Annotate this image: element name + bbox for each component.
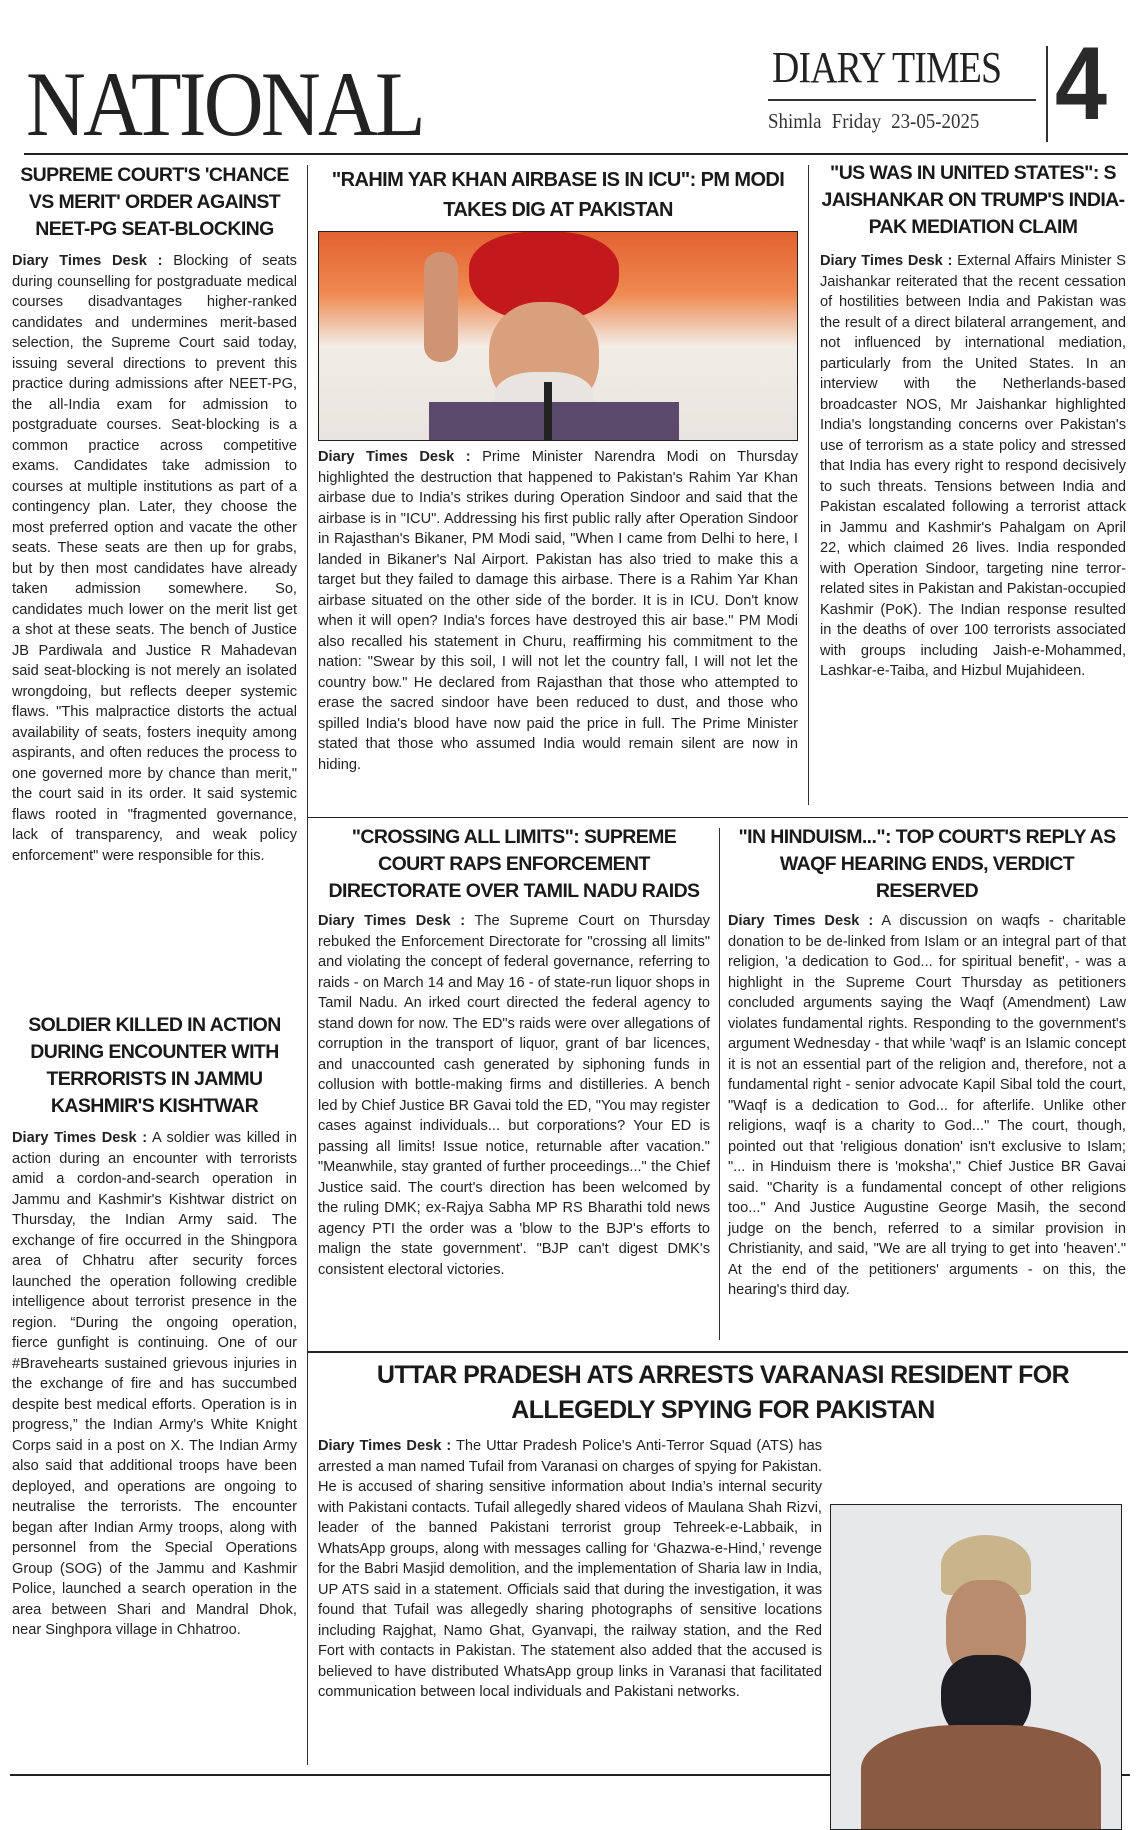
shirt-shape bbox=[861, 1725, 1101, 1830]
newspaper-name: DIARY TIMES bbox=[772, 43, 1002, 92]
dateline-day: Friday bbox=[831, 109, 882, 133]
article-body bbox=[318, 911, 710, 1280]
headline: "CROSSING ALL LIMITS": SUPREME COURT RAPS ENFORCEMENT DIRECTORATE OVER TAMIL NADU RAIDS bbox=[328, 826, 700, 902]
article-kishtwar bbox=[12, 1012, 297, 1641]
article-body bbox=[728, 911, 1126, 1301]
section-title: NATIONAL bbox=[26, 53, 423, 155]
article-body bbox=[820, 251, 1126, 682]
raised-hand-shape bbox=[424, 252, 458, 362]
column-divider bbox=[307, 165, 308, 1765]
section-rule bbox=[308, 1351, 1128, 1353]
headline: "IN HINDUISM...": TOP COURT'S REPLY AS WAQF HEARING ENDS, VERDICT RESERVED bbox=[738, 826, 1116, 902]
article-text: Blocking of seats during counselling for postgraduate medical courses disadvantages higher-ranked candidates and undermines merit-based selection, the Supreme Court said today, issuing several directions to prevent this practice during admissions after NEET-PG, the all-India exam for admission to postgraduate courses. Seat-blocking is a common practice across competitive exams. Candidates take admission to courses at multiple institutions as part of a contingency plan. Later, they choose the most preferred option and vacate the other seats. These seats are then up for grabs, but by then most candidates have already taken admission somewhere. So, candidates much lower on the merit list get a shot at these seats. The bench of Justice JB Pardiwala and Justice R Mahadevan said seat-blocking is not merely an isolated wrongdoing, but reflects deeper systemic flaws. "This malpractice distorts the actual availability of seats, fosters inequity among aspirants, and often reduces the process to one governed more by chance than merit," the court said in its order. It said systemic flaws rooted in "fragmented governance, lack of transparency, and weak policy enforcement" were responsible for this. bbox=[12, 253, 297, 864]
byline: Diary Times Desk : bbox=[318, 1438, 452, 1454]
dateline-place: Shimla bbox=[768, 109, 822, 133]
byline: Diary Times Desk : bbox=[820, 253, 953, 269]
headline: UTTAR PRADESH ATS ARRESTS VARANASI RESIDENT FOR ALLEGEDLY SPYING FOR PAKISTAN bbox=[376, 1361, 1070, 1424]
section-rule bbox=[308, 817, 1128, 818]
article-ed-tamil-nadu bbox=[318, 824, 710, 1280]
article-text: The Uttar Pradesh Police's Anti-Terror Squad (ATS) has arrested a man named Tufail from Varanasi on charges of spying for Pakistan. He is accused of sharing sensitive information about India’s internal security with Pakistani contacts. Tufail allegedly shared videos of Maulana Shah Rizvi, leader of the banned Pakistani terrorist group Tehreek-e-Labbaik, in WhatsApp groups, along with messages calling for ‘Ghazwa-e-Hind,’ revenge for the Babri Masjid demolition, and the implementation of Sharia law in India, UP ATS said in a statement. Officials said that during the investigation, it was found that Tufail was allegedly sharing photographs of sensitive locations including Rajghat, Namo Ghat, Gyanvapi, the railway station, and the Red Fort with contacts in Pakistan. The statement also added that the accused is believed to have distributed WhatsApp group links in Varanasi that facilitated communication between local individuals and Pakistani networks. bbox=[318, 1438, 822, 1700]
article-text: Prime Minister Narendra Modi on Thursday highlighted the destruction that happened to Pakistan's Rahim Yar Khan airbase due to India's strikes during Operation Sindoor and said that the airbase is in "ICU". Addressing his first public rally after Operation Sindoor in Rajasthan's Bikaner, PM Modi said, "When I came from Delhi to here, I landed in Bikaner's Nal Airport. Pakistan has also tried to make this a target but they failed to damage this airbase. There is a Rahim Yar Khan airbase situated on the other side of the border. It is in ICU. Don't know when it will open? India's forces have destroyed this air base." PM Modi also recalled his statement in Churu, reaffirming his commitment to the nation: "Swear by this soil, I will not let the country fall, I will not let the country bow." He declared from Rajasthan that those who attempted to erase the sacred sindoor have been reduced to dust, and those who spilled India's blood have now paid the price in full. The Prime Minister stated that those who assumed India would remain silent are now in hiding. bbox=[318, 449, 798, 773]
article-text: A discussion on waqfs - charitable donation to be de-linked from Islam or an integral part of that religion, 'a dedication to God... for spiritual benefit', - was a highlight in the Supreme Court Thursday as petitioners concluded arguments saying the Waqf (Amendment) Law violates fundamental rights. Responding to the government's argument Wednesday - that while 'waqf' is an Islamic concept it is not an essential part of the religion and, therefore, not a fundamental right - senior advocate Kapil Sibal told the court, "Waqf is a dedication to God... for afterlife. Unlike other religions, waqf is a charity to God..." The court, though, pointed out that 'religious donation' isn't exclusive to Islam; "... in Hinduism there is 'moksha'," Chief Justice BR Gavai said. "Charity is a fundamental concept of other religions too..." And Justice Augustine George Masih, the second judge on the bench, referred to a similar provision in Christianity, and said, "We are all trying to get into 'heaven'." At the end of the petitioners' arguments - on this, the hearing's third day. bbox=[728, 913, 1126, 1298]
byline: Diary Times Desk : bbox=[318, 913, 466, 929]
article-text: The Supreme Court on Thursday rebuked the Enforcement Directorate for "crossing all limits" and violating the concept of federal governance, referring to raids - on March 14 and May 16 - of state-run liquor shops in Tamil Nadu. An irked court directed the federal agency to stand down for now. The ED"s raids were over allegations of corruption in the transport of liquor, grant of bar licences, and unaccounted cash generated by siphoning funds in collusion with bottle-making firms and distilleries. A bench led by Chief Justice BR Gavai told the ED, "You may register cases against individuals... but corporations? Your ED is passing all limits! Issue notice, returnable after vacation." "Meanwhile, stay granted of further proceedings..." the Chief Justice said. The court's direction has been welcomed by the ruling DMK; ex-Rajya Sabha MP RS Bharathi told news agency PTI the order was a 'blow to the BJP's efforts to malign the state government'. "BJP can't digest DMK's consistent electoral victories. bbox=[318, 913, 710, 1278]
suspect-photo bbox=[830, 1504, 1122, 1830]
byline: Diary Times Desk : bbox=[728, 913, 874, 929]
article-jaishankar bbox=[820, 160, 1126, 682]
article-waqf-hearing bbox=[728, 824, 1126, 1301]
article-ats-varanasi bbox=[318, 1358, 1128, 1754]
article-body bbox=[12, 1128, 297, 1641]
headline: "RAHIM YAR KHAN AIRBASE IS IN ICU": PM MODI TAKES DIG AT PAKISTAN bbox=[331, 169, 785, 221]
modi-photo bbox=[318, 231, 798, 441]
headline: "US WAS IN UNITED STATES": S JAISHANKAR ON TRUMP'S INDIA-PAK MEDIATION CLAIM bbox=[821, 162, 1125, 238]
article-body bbox=[318, 1436, 822, 1703]
headline: SOLDIER KILLED IN ACTION DURING ENCOUNTER WITH TERRORISTS IN JAMMU KASHMIR'S KISHTWAR bbox=[28, 1014, 281, 1117]
column-divider bbox=[719, 828, 720, 1340]
byline: Diary Times Desk : bbox=[12, 1130, 148, 1146]
dateline bbox=[768, 109, 979, 134]
article-rahim-yar-khan bbox=[318, 165, 798, 775]
article-text: A soldier was killed in action during an encounter with terrorists amid a cordon-and-search operation in Jammu and Kashmir's Kishtwar district on Thursday, the Indian Army said. The exchange of fire occurred in the Shingpora area of Chhatru after security forces launched the operation following credible intelligence about terrorist presence in the region. “During the ongoing operation, fierce gunfight is continuing. One of our #Bravehearts sustained grievous injuries in the exchange of fire and has succumbed despite best medical efforts. Operation is in progress,” the Indian Army's White Knight Corps said in a post on X. The Indian Army also said that additional troops have been deployed, and operations are ongoing to neutralise the terrorists. The encounter began after Indian Army troops, along with personnel from the Special Operations Group (SOG) of the Jammu and Kashmir Police, launched a search operation in the area between Shari and Mandral Dhok, near Singhpora village in Chhatroo. bbox=[12, 1130, 297, 1638]
byline: Diary Times Desk : bbox=[318, 449, 471, 465]
page-number: 4 bbox=[1055, 26, 1108, 142]
article-body bbox=[318, 447, 798, 775]
masthead-vertical-divider bbox=[1046, 46, 1048, 142]
byline: Diary Times Desk : bbox=[12, 253, 163, 269]
article-neet-pg bbox=[12, 162, 297, 866]
vest-shape bbox=[429, 402, 679, 441]
article-text: External Affairs Minister S Jaishankar reiterated that the recent cessation of hostilities between India and Pakistan was the result of a direct bilateral arrangement, and not influenced by international mediation, particularly from the United States. In an interview with the Netherlands-based broadcaster NOS, Mr Jaishankar highlighted India's longstanding concerns over Pakistan's use of terrorism as a state policy and stressed that India has every right to respond decisively to such threats. Tensions between India and Pakistan escalated following a terrorist attack in Jammu and Kashmir's Pahalgam on April 22, which claimed 26 lives. India responded with Operation Sindoor, targeting nine terror-related sites in Pakistan and Pakistan-occupied Kashmir (PoK). The Indian response resulted in the deaths of over 100 terrorists associated with groups including Jaish-e-Mohammed, Lashkar-e-Taiba, and Hizbul Mujahideen. bbox=[820, 253, 1126, 679]
dateline-date: 23-05-2025 bbox=[891, 109, 980, 133]
headline: SUPREME COURT'S 'CHANCE VS MERIT' ORDER AGAINST NEET-PG SEAT-BLOCKING bbox=[20, 164, 289, 240]
masthead-divider bbox=[768, 99, 1036, 101]
column-divider bbox=[808, 165, 809, 805]
header-rule bbox=[24, 153, 1128, 155]
microphone-shape bbox=[544, 382, 552, 441]
article-body bbox=[12, 251, 297, 866]
